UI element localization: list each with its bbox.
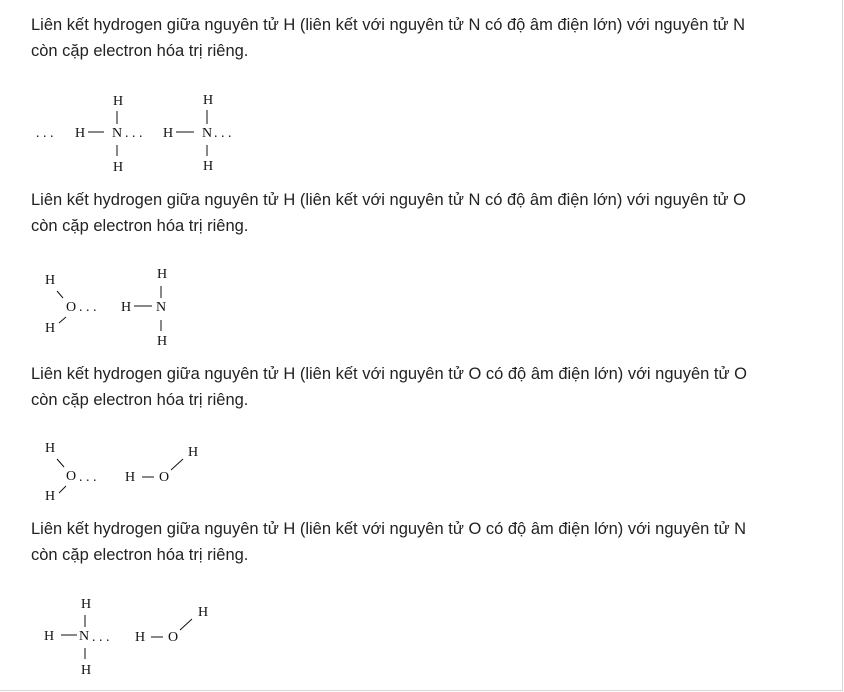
atom-n: N: [156, 300, 167, 315]
atom-h-top: H: [157, 267, 168, 282]
section-3-line-1: Liên kết hydrogen giữa nguyên tử H (liên kết với nguyên tử O có độ âm điện lớn) với nguyên tử O: [31, 365, 747, 383]
atom-h: H: [75, 126, 86, 141]
atom-h-upper-right: H: [188, 445, 199, 460]
atom-n: N: [79, 629, 90, 644]
bond-o-h-upper: [180, 619, 192, 630]
atom-h-lower: H: [45, 321, 56, 336]
atom-h-lower: H: [45, 489, 56, 504]
section-2-line-1: Liên kết hydrogen giữa nguyên tử H (liên kết với nguyên tử N có độ âm điện lớn) với nguyên tử O: [31, 191, 747, 209]
atom-h-top: H: [113, 94, 124, 109]
atom-h-bottom: H: [203, 159, 214, 174]
dots-left: . . .: [36, 126, 54, 141]
atom-h-upper-right: H: [198, 605, 209, 620]
atom-h-upper: H: [45, 273, 56, 288]
dots-right: . . .: [214, 126, 232, 141]
atom-h: H: [163, 126, 174, 141]
dots-middle: . . .: [125, 126, 143, 141]
atom-n: N: [112, 126, 123, 141]
section-3-line-2: còn cặp electron hóa trị riêng.: [31, 391, 249, 409]
atom-h: H: [135, 630, 146, 645]
section-4-line-2: còn cặp electron hóa trị riêng.: [31, 546, 249, 564]
atom-h-left: H: [44, 629, 55, 644]
atom-o: O: [66, 469, 77, 484]
atom-h-top: H: [203, 93, 214, 108]
atom-o: O: [159, 470, 170, 485]
atom-h-upper: H: [45, 441, 56, 456]
atom-h: H: [121, 300, 132, 315]
section-2-line-2: còn cặp electron hóa trị riêng.: [31, 217, 249, 235]
dots-bond: . . .: [92, 630, 110, 645]
atom-o: O: [66, 300, 77, 315]
atom-h-bottom: H: [113, 160, 124, 175]
section-4-line-1: Liên kết hydrogen giữa nguyên tử H (liên kết với nguyên tử O có độ âm điện lớn) với nguyên tử N: [31, 520, 747, 538]
dots-bond: . . .: [79, 300, 97, 315]
atom-h-top: H: [81, 597, 92, 612]
atom-h-bottom: H: [157, 334, 168, 349]
section-1-line-2: còn cặp electron hóa trị riêng.: [31, 42, 249, 60]
atom-o: O: [168, 630, 179, 645]
atom-h-bottom: H: [81, 663, 92, 678]
atom-h: H: [125, 470, 136, 485]
section-1-line-1: Liên kết hydrogen giữa nguyên tử H (liên kết với nguyên tử N có độ âm điện lớn) với nguyên tử N: [31, 16, 746, 34]
atom-n: N: [202, 126, 213, 141]
dots-bond: . . .: [79, 470, 97, 485]
